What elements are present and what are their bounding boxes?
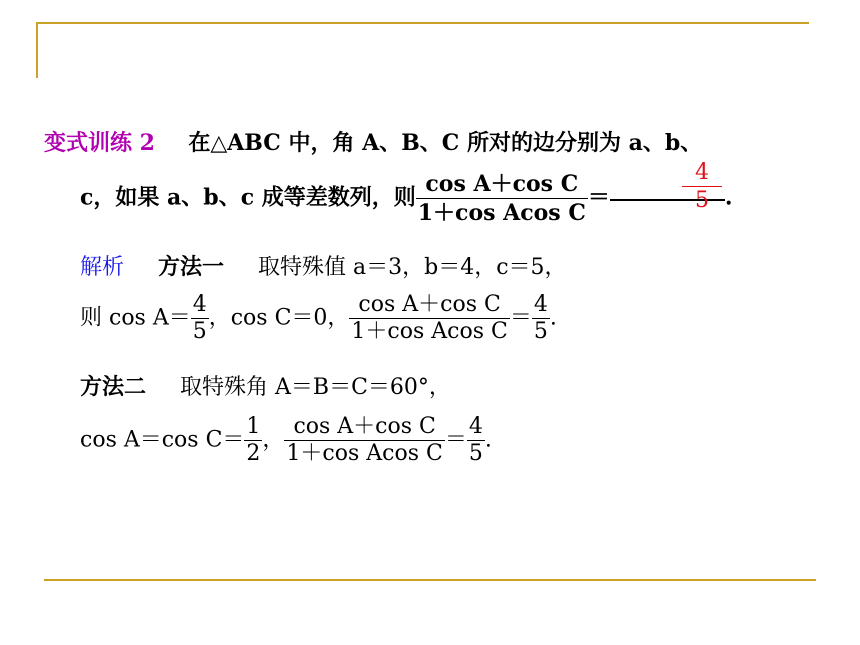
answer-numerator: 4	[695, 160, 709, 185]
problem-period: .	[724, 184, 733, 211]
problem-fraction-numerator: cos A＋cos C	[425, 171, 579, 197]
problem-line-2	[80, 170, 733, 227]
method1-cosA-prefix: 则 cos A＝	[80, 305, 191, 331]
frame-top-line	[36, 22, 809, 24]
method1-cosA-numerator: 4	[192, 292, 207, 317]
solution-method1-line1	[80, 252, 567, 283]
problem-text-line-2: c，如果 a、b、c 成等差数列，则	[80, 184, 416, 211]
solution-method2-line1	[80, 372, 451, 403]
problem-equals: ＝	[587, 184, 610, 211]
method1-main-fraction	[349, 292, 509, 345]
frame-bottom-line	[44, 579, 816, 581]
frame-left-line	[36, 22, 38, 78]
answer-denominator: 5	[682, 186, 722, 214]
method2-main-denominator: 1＋cos Acos C	[286, 441, 443, 466]
problem-fraction	[416, 170, 588, 227]
solution-label: 解析	[80, 255, 125, 280]
method1-cosA-fraction	[191, 292, 209, 345]
method1-cosC-text: ，cos C＝0，	[208, 305, 350, 331]
method2-half-numerator: 1	[246, 414, 261, 439]
method2-half-denominator: 2	[246, 441, 261, 466]
method2-separator: ，	[262, 427, 285, 453]
method1-result-denominator: 5	[533, 319, 548, 344]
solution-method2-line2	[80, 414, 492, 467]
method2-main-fraction	[284, 414, 444, 467]
method1-text: 取特殊值 a＝3，b＝4，c＝5，	[258, 255, 567, 280]
problem-fraction-denominator: 1＋cos Acos C	[417, 200, 586, 226]
method1-main-denominator: 1＋cos Acos C	[351, 319, 508, 344]
method2-prefix: cos A＝cos C＝	[80, 427, 245, 453]
problem-text-line-1: 在△ABC 中，角 A、B、C 所对的边分别为 a、b、	[188, 130, 703, 156]
method2-text: 取特殊角 A＝B＝C＝60°，	[180, 375, 451, 400]
method2-result-numerator: 4	[468, 414, 483, 439]
method1-end: .	[549, 305, 557, 331]
solution-method1-line2	[80, 292, 557, 345]
method1-result-numerator: 4	[533, 292, 548, 317]
problem-line-1	[44, 128, 702, 158]
method1-result-fraction	[532, 292, 550, 345]
method2-title: 方法二	[80, 374, 147, 400]
method2-result-denominator: 5	[468, 441, 483, 466]
method2-end: .	[484, 427, 492, 453]
problem-tag: 变式训练 2	[44, 130, 155, 156]
method2-result-fraction	[467, 414, 485, 467]
answer-fraction	[682, 159, 722, 214]
method2-main-numerator: cos A＋cos C	[293, 414, 436, 439]
method1-title: 方法一	[158, 254, 225, 280]
method2-half-fraction	[244, 414, 262, 467]
method1-cosA-denominator: 5	[192, 319, 207, 344]
method1-main-numerator: cos A＋cos C	[358, 292, 501, 317]
method2-equals: ＝	[444, 427, 467, 453]
method1-equals: ＝	[509, 305, 532, 331]
